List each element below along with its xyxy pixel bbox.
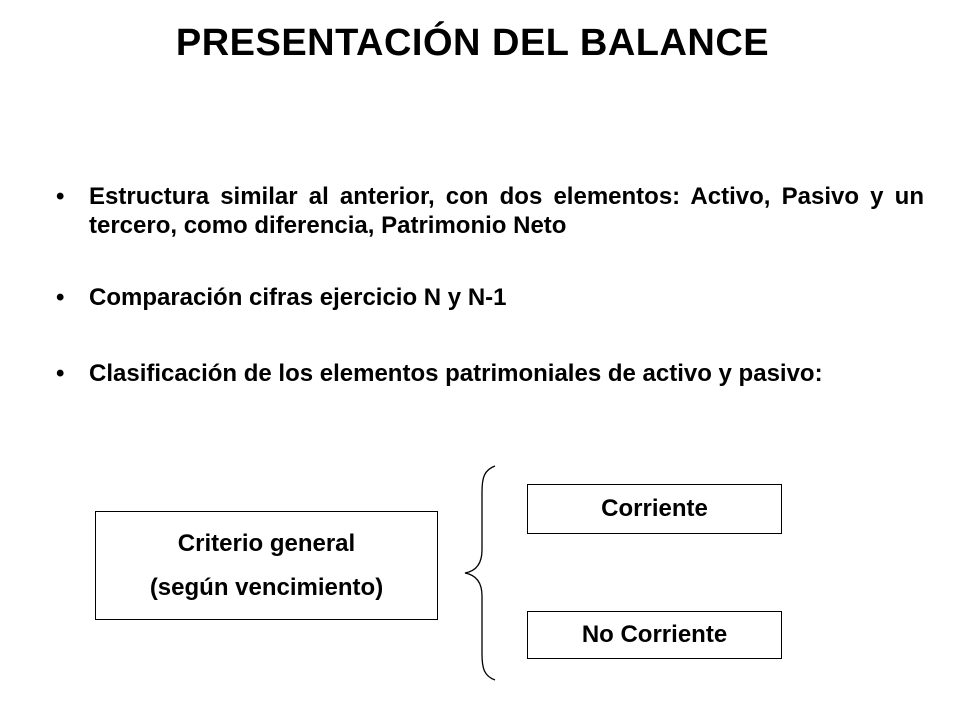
no-corriente-box: No Corriente bbox=[527, 611, 782, 659]
bullet-text: Estructura similar al anterior, con dos elementos: Activo, Pasivo y un tercero, como diferencia, Patrimonio Neto bbox=[89, 183, 924, 239]
criterio-general-label: Criterio general bbox=[177, 530, 356, 557]
criterio-general-box bbox=[95, 511, 438, 620]
slide-title: PRESENTACIÓN DEL BALANCE bbox=[175, 22, 770, 64]
bullet-item bbox=[56, 359, 924, 388]
curly-brace bbox=[462, 464, 498, 682]
criterio-vencimiento-label: (según vencimiento) bbox=[149, 574, 384, 601]
bullet-text: Clasificación de los elementos patrimoniales de activo y pasivo: bbox=[89, 360, 823, 387]
bullet-list bbox=[56, 182, 924, 388]
bullet-dot: • bbox=[56, 183, 65, 210]
bullet-item bbox=[56, 283, 924, 312]
bullet-item bbox=[56, 182, 924, 240]
corriente-box: Corriente bbox=[527, 484, 782, 534]
bullet-dot: • bbox=[56, 284, 65, 311]
bullet-dot: • bbox=[56, 360, 65, 387]
bullet-text: Comparación cifras ejercicio N y N-1 bbox=[89, 284, 507, 311]
